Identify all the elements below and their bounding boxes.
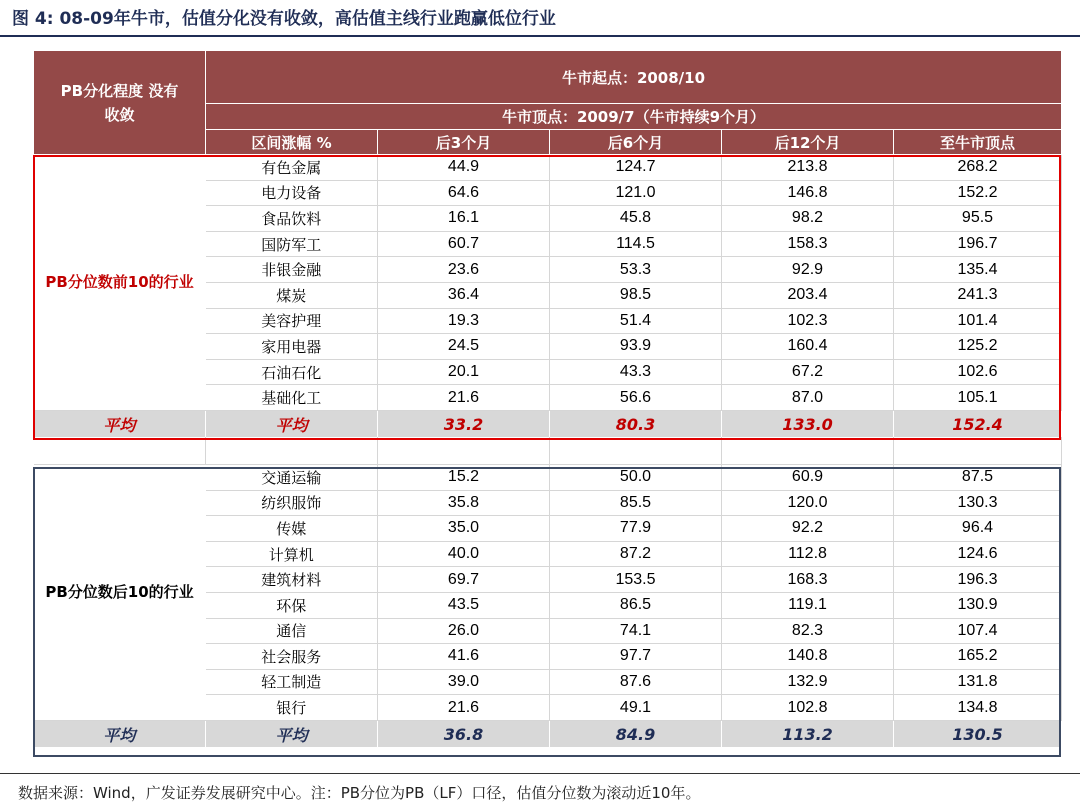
value-to-peak: 102.6 xyxy=(894,359,1062,385)
bull-peak-header: 牛市顶点：2009/7（牛市持续9个月） xyxy=(206,104,1062,130)
value-3m: 43.5 xyxy=(378,592,550,618)
value-to-peak: 134.8 xyxy=(894,695,1062,721)
figure-title: 图 4: 08-09年牛市，估值分化没有收敛，高估值主线行业跑赢低位行业 xyxy=(12,9,556,29)
average-label: 平均 xyxy=(206,720,378,747)
value-6m: 124.7 xyxy=(550,155,722,181)
value-12m: 92.9 xyxy=(722,257,894,283)
value-6m: 97.7 xyxy=(550,644,722,670)
industry-name: 基础化工 xyxy=(206,385,378,411)
value-6m: 93.9 xyxy=(550,334,722,360)
industry-name: 环保 xyxy=(206,592,378,618)
value-6m: 56.6 xyxy=(550,385,722,411)
value-6m: 87.6 xyxy=(550,669,722,695)
value-12m: 112.8 xyxy=(722,541,894,567)
industry-name: 社会服务 xyxy=(206,644,378,670)
value-3m: 69.7 xyxy=(378,567,550,593)
value-12m: 158.3 xyxy=(722,231,894,257)
col-header-to-peak: 至牛市顶点 xyxy=(894,130,1062,155)
value-to-peak: 95.5 xyxy=(894,206,1062,232)
industry-name: 银行 xyxy=(206,695,378,721)
value-6m: 50.0 xyxy=(550,464,722,490)
value-12m: 87.0 xyxy=(722,385,894,411)
value-12m: 213.8 xyxy=(722,155,894,181)
value-3m: 35.8 xyxy=(378,490,550,516)
value-6m: 86.5 xyxy=(550,592,722,618)
average-value-to-peak: 130.5 xyxy=(894,720,1062,747)
value-to-peak: 196.7 xyxy=(894,231,1062,257)
value-6m: 85.5 xyxy=(550,490,722,516)
industry-name: 传媒 xyxy=(206,516,378,542)
value-to-peak: 130.9 xyxy=(894,592,1062,618)
industry-name: 家用电器 xyxy=(206,334,378,360)
value-to-peak: 125.2 xyxy=(894,334,1062,360)
average-value-3m: 33.2 xyxy=(378,410,550,437)
industry-name: 电力设备 xyxy=(206,180,378,206)
value-6m: 53.3 xyxy=(550,257,722,283)
value-3m: 26.0 xyxy=(378,618,550,644)
value-3m: 20.1 xyxy=(378,359,550,385)
average-value-6m: 84.9 xyxy=(550,720,722,747)
corner-header: PB分化程度 没有收敛 xyxy=(34,51,206,155)
average-value-to-peak: 152.4 xyxy=(894,410,1062,437)
group-label: PB分位数前10的行业 xyxy=(34,155,206,411)
value-3m: 21.6 xyxy=(378,385,550,411)
industry-name: 通信 xyxy=(206,618,378,644)
group-label: PB分位数后10的行业 xyxy=(34,464,206,720)
value-6m: 77.9 xyxy=(550,516,722,542)
value-to-peak: 196.3 xyxy=(894,567,1062,593)
value-3m: 41.6 xyxy=(378,644,550,670)
industry-name: 交通运输 xyxy=(206,464,378,490)
spacer-cell xyxy=(378,437,550,464)
value-to-peak: 268.2 xyxy=(894,155,1062,181)
value-12m: 102.3 xyxy=(722,308,894,334)
value-to-peak: 131.8 xyxy=(894,669,1062,695)
value-12m: 67.2 xyxy=(722,359,894,385)
value-6m: 87.2 xyxy=(550,541,722,567)
value-to-peak: 135.4 xyxy=(894,257,1062,283)
industry-name: 非银金融 xyxy=(206,257,378,283)
value-3m: 64.6 xyxy=(378,180,550,206)
value-3m: 44.9 xyxy=(378,155,550,181)
value-12m: 92.2 xyxy=(722,516,894,542)
average-value-12m: 113.2 xyxy=(722,720,894,747)
average-label: 平均 xyxy=(206,410,378,437)
value-to-peak: 165.2 xyxy=(894,644,1062,670)
value-3m: 19.3 xyxy=(378,308,550,334)
value-12m: 82.3 xyxy=(722,618,894,644)
spacer-cell xyxy=(550,437,722,464)
value-to-peak: 130.3 xyxy=(894,490,1062,516)
value-6m: 114.5 xyxy=(550,231,722,257)
industry-name: 美容护理 xyxy=(206,308,378,334)
col-header-3m: 后3个月 xyxy=(378,130,550,155)
value-12m: 60.9 xyxy=(722,464,894,490)
spacer-cell xyxy=(34,437,206,464)
value-12m: 140.8 xyxy=(722,644,894,670)
value-3m: 40.0 xyxy=(378,541,550,567)
value-to-peak: 101.4 xyxy=(894,308,1062,334)
spacer-cell xyxy=(722,437,894,464)
value-12m: 146.8 xyxy=(722,180,894,206)
source-note: 数据来源：Wind，广发证券发展研究中心。注：PB分位为PB（LF）口径，估值分位数为滚动近10年。 xyxy=(18,784,701,802)
value-to-peak: 124.6 xyxy=(894,541,1062,567)
value-12m: 132.9 xyxy=(722,669,894,695)
industry-name: 纺织服饰 xyxy=(206,490,378,516)
value-6m: 49.1 xyxy=(550,695,722,721)
value-to-peak: 105.1 xyxy=(894,385,1062,411)
spacer-cell xyxy=(894,437,1062,464)
value-to-peak: 152.2 xyxy=(894,180,1062,206)
value-12m: 160.4 xyxy=(722,334,894,360)
value-12m: 168.3 xyxy=(722,567,894,593)
industry-name: 有色金属 xyxy=(206,155,378,181)
value-6m: 51.4 xyxy=(550,308,722,334)
industry-name: 国防军工 xyxy=(206,231,378,257)
title-divider xyxy=(0,35,1080,37)
average-label: 平均 xyxy=(34,410,206,437)
value-6m: 45.8 xyxy=(550,206,722,232)
value-3m: 35.0 xyxy=(378,516,550,542)
industry-name: 计算机 xyxy=(206,541,378,567)
value-to-peak: 241.3 xyxy=(894,282,1062,308)
value-12m: 120.0 xyxy=(722,490,894,516)
value-6m: 153.5 xyxy=(550,567,722,593)
value-6m: 98.5 xyxy=(550,282,722,308)
col-header-12m: 后12个月 xyxy=(722,130,894,155)
value-3m: 39.0 xyxy=(378,669,550,695)
industry-name: 煤炭 xyxy=(206,282,378,308)
spacer-cell xyxy=(206,437,378,464)
value-6m: 43.3 xyxy=(550,359,722,385)
average-value-6m: 80.3 xyxy=(550,410,722,437)
average-value-12m: 133.0 xyxy=(722,410,894,437)
average-value-3m: 36.8 xyxy=(378,720,550,747)
value-to-peak: 96.4 xyxy=(894,516,1062,542)
value-to-peak: 107.4 xyxy=(894,618,1062,644)
value-3m: 24.5 xyxy=(378,334,550,360)
industry-name: 建筑材料 xyxy=(206,567,378,593)
value-12m: 119.1 xyxy=(722,592,894,618)
value-12m: 98.2 xyxy=(722,206,894,232)
value-3m: 16.1 xyxy=(378,206,550,232)
value-3m: 15.2 xyxy=(378,464,550,490)
value-3m: 23.6 xyxy=(378,257,550,283)
value-to-peak: 87.5 xyxy=(894,464,1062,490)
value-12m: 203.4 xyxy=(722,282,894,308)
value-12m: 102.8 xyxy=(722,695,894,721)
average-label: 平均 xyxy=(34,720,206,747)
footer-divider xyxy=(0,773,1080,774)
bull-start-header: 牛市起点：2008/10 xyxy=(206,51,1062,104)
value-3m: 36.4 xyxy=(378,282,550,308)
industry-name: 食品饮料 xyxy=(206,206,378,232)
industry-name: 轻工制造 xyxy=(206,669,378,695)
value-6m: 121.0 xyxy=(550,180,722,206)
value-3m: 60.7 xyxy=(378,231,550,257)
returns-table xyxy=(33,50,1062,747)
col-header-6m: 后6个月 xyxy=(550,130,722,155)
value-6m: 74.1 xyxy=(550,618,722,644)
value-3m: 21.6 xyxy=(378,695,550,721)
industry-name: 石油石化 xyxy=(206,359,378,385)
range-return-header: 区间涨幅 % xyxy=(206,130,378,155)
